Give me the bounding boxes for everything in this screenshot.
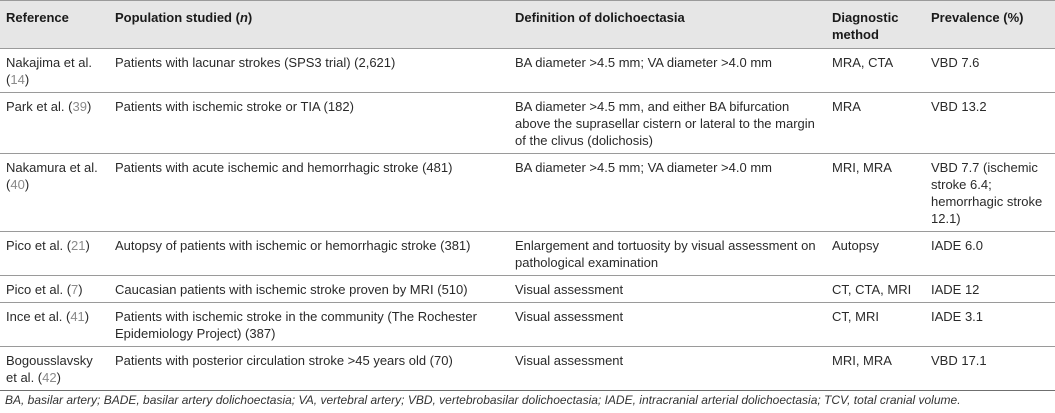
cell-population: Patients with lacunar strokes (SPS3 trial) (2,621): [109, 49, 509, 93]
cell-definition: Visual assessment: [509, 303, 826, 347]
cell-reference: Pico et al. (7): [0, 276, 109, 303]
cell-reference: Nakajima et al. (14): [0, 49, 109, 93]
cell-definition: BA diameter >4.5 mm; VA diameter >4.0 mm: [509, 154, 826, 232]
cell-population: Autopsy of patients with ischemic or hemorrhagic stroke (381): [109, 232, 509, 276]
header-reference: Reference: [0, 1, 109, 49]
cell-method: MRA: [826, 93, 925, 154]
cell-definition: Enlargement and tortuosity by visual assessment on pathological examination: [509, 232, 826, 276]
cell-definition: BA diameter >4.5 mm; VA diameter >4.0 mm: [509, 49, 826, 93]
cell-definition: Visual assessment: [509, 347, 826, 391]
cell-prevalence: VBD 13.2: [925, 93, 1055, 154]
header-prevalence: Prevalence (%): [925, 1, 1055, 49]
table-row: [0, 303, 1055, 347]
cell-method: MRA, CTA: [826, 49, 925, 93]
cell-reference: Nakamura et al. (40): [0, 154, 109, 232]
citation-link[interactable]: 7: [71, 282, 79, 297]
table-row: [0, 232, 1055, 276]
cell-prevalence: VBD 7.6: [925, 49, 1055, 93]
cell-definition: BA diameter >4.5 mm, and either BA bifurcation above the suprasellar cistern or lateral to the margin of the clivus (dolichosis): [509, 93, 826, 154]
cell-reference: Bogousslavsky et al. (42): [0, 347, 109, 391]
cell-prevalence: IADE 12: [925, 276, 1055, 303]
table-row: [0, 154, 1055, 232]
cell-definition: Visual assessment: [509, 276, 826, 303]
cell-population: Patients with acute ischemic and hemorrhagic stroke (481): [109, 154, 509, 232]
cell-population: Patients with ischemic stroke or TIA (182): [109, 93, 509, 154]
cell-population: Caucasian patients with ischemic stroke proven by MRI (510): [109, 276, 509, 303]
table-header-row: [0, 1, 1055, 49]
cell-method: CT, CTA, MRI: [826, 276, 925, 303]
cell-reference: Ince et al. (41): [0, 303, 109, 347]
cell-population: Patients with ischemic stroke in the community (The Rochester Epidemiology Project) (387): [109, 303, 509, 347]
citation-link[interactable]: 39: [72, 99, 87, 114]
citation-link[interactable]: 42: [42, 370, 57, 385]
cell-method: Autopsy: [826, 232, 925, 276]
citation-link[interactable]: 41: [70, 309, 85, 324]
citation-link[interactable]: 21: [71, 238, 86, 253]
table-row: [0, 276, 1055, 303]
cell-prevalence: IADE 3.1: [925, 303, 1055, 347]
table-row: [0, 347, 1055, 391]
citation-link[interactable]: 40: [10, 177, 25, 192]
cell-population: Patients with posterior circulation stroke >45 years old (70): [109, 347, 509, 391]
citation-link[interactable]: 14: [10, 72, 25, 87]
cell-reference: Park et al. (39): [0, 93, 109, 154]
header-definition: Definition of dolichoectasia: [509, 1, 826, 49]
table-row: [0, 49, 1055, 93]
cell-reference: Pico et al. (21): [0, 232, 109, 276]
cell-method: CT, MRI: [826, 303, 925, 347]
table-row: [0, 93, 1055, 154]
table-footnote: BA, basilar artery; BADE, basilar artery dolichoectasia; VA, vertebral artery; VBD, vertebrobasilar dolichoectasia; IADE, intracranial arterial dolichoectasia; TCV, total cranial volume.: [5, 393, 961, 407]
cell-prevalence: IADE 6.0: [925, 232, 1055, 276]
cell-prevalence: VBD 7.7 (ischemic stroke 6.4; hemorrhagic stroke 12.1): [925, 154, 1055, 232]
cell-prevalence: VBD 17.1: [925, 347, 1055, 391]
cell-method: MRI, MRA: [826, 154, 925, 232]
header-diagnostic-method: Diagnostic method: [826, 1, 925, 49]
cell-method: MRI, MRA: [826, 347, 925, 391]
header-population: Population studied (n): [109, 1, 509, 49]
